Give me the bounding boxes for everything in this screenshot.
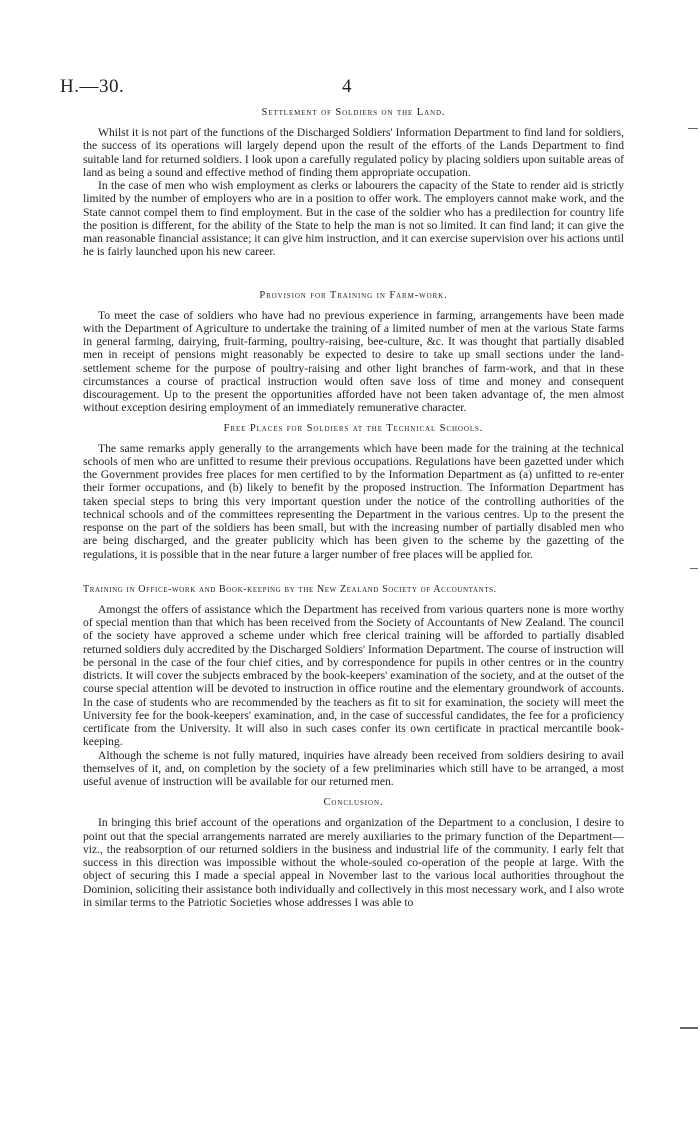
paragraph: To meet the case of soldiers who have had no previous experience in farming, arrangements have been made with the Department of Agriculture to undertake the training of a limited number of men at the various State farms in general farming, dairying, fruit-farming, poultry-raising, bee-culture, &c. It was thought that partially disabled men in receipt of pensions might reasonably be expected to desire to take up small sections under the land-settlement scheme for the purpose of poultry-raising and other light branches of farm-work, and that in these circumstances a course of practical instruction would often save loss of time and money and consequent discouragement. Up to the present the opportunities afforded have not been taken advantage of, the men almost without exception desiring employment of an immediately remunerative character. xyxy=(83,308,624,415)
margin-mark xyxy=(688,128,698,129)
paragraph: In the case of men who wish employment as clerks or labourers the capacity of the State to render aid is strictly limited by the number of employers who are in a position to offer work. The employers cannot make work, and the State cannot compel them to find employment. But in the case of the soldier who has a predilection for country life the position is different, for the ability of the State to help the man is not so limited. It can find land; it can give the man reasonable financial assistance; it can give him instruction, and it can exercise supervision over his actions until he is fairly launched upon his new career. xyxy=(83,179,624,259)
page-header xyxy=(60,76,640,100)
paragraph: Amongst the offers of assistance which the Department has received from various quarters none is more worthy of special mention than that which has been received from the Society of Accountants of New Zealand. The council of the society have approved a scheme under which free clerical training will be afforded to partially disabled returned soldiers duly accredited by the Discharged Soldiers' Information Department. The course of instruction will be personal in the case of the four chief cities, and by correspondence for pupils in other centres or in the country districts. It will cover the subjects embraced by the book-keepers' examination of the society, and at the outset of the course special attention will be devoted to instruction in office routine and the elementary groundwork of accounts. In the case of students who are recommended by the teachers as fit to sit for examination, the society will meet the University fee for the book-keepers' examination, and, in the case of successful candidates, the fee for a proficiency certificate from the University. It will also in such cases confer its own certificate in practical mercantile book-keeping. xyxy=(83,602,624,749)
section-heading-accountants: Training in Office-work and Book-keeping by the New Zealand Society of Accountants. xyxy=(83,583,497,595)
paragraph: Whilst it is not part of the functions of the Discharged Soldiers' Information Department to find land for soldiers, the success of its operations will largely depend upon the result of the efforts of the Lands Department to find suitable land for returned soldiers. I look upon a carefully regulated policy by placing soldiers upon suitable areas of land as being a sound and effective method of finding them appropriate occupation. xyxy=(83,126,624,179)
margin-mark xyxy=(690,568,698,569)
document-code: H.—30. xyxy=(60,76,125,97)
section-heading-settlement: Settlement of Soldiers on the Land. xyxy=(261,107,446,118)
paragraph: In bringing this brief account of the operations and organization of the Department to a conclusion, I desire to point out that the special arrangements narrated are merely auxiliaries to the primary function of the Department—viz., the reabsorption of our returned soldiers in the business and industrial life of the community. I early felt that success in this direction was impossible without the whole-souled co-operation of the people at large. With the object of securing this I made a special appeal in November last to the various local authorities throughout the Dominion, soliciting their assistance both individually and collectively in this most necessary work, and I also wrote in similar terms to the Patriotic Societies whose addresses I was able to xyxy=(83,816,624,909)
margin-mark xyxy=(680,1027,698,1029)
section-heading-conclusion: Conclusion. xyxy=(323,797,384,809)
document-body xyxy=(83,106,624,909)
section-heading-farm-training: Provision for Training in Farm-work. xyxy=(259,289,448,301)
page-number: 4 xyxy=(342,76,352,97)
section-heading-technical-schools: Free Places for Soldiers at the Technical Schools. xyxy=(223,422,484,434)
paragraph: The same remarks apply generally to the arrangements which have been made for the training at the technical schools of men who are unfitted to resume their previous occupations. Regulations have been gazetted under which the Government provides free places for men certified to by the Information Department as (a) unfitted to re-enter their former occupations, and (b) likely to benefit by the proposed instruction. The Information Department has taken special steps to bring this very important question under the notice of the controlling authorities of the technical schools and of the committees representing the Department in the various centres. Up to the present the response on the part of the soldiers has been small, but with the increasing number of partially disabled men who are being discharged, and the greater publicity which has been given to the scheme by the gazetting of the regulations, it is possible that in the near future a larger number of free places will be applied for. xyxy=(83,441,624,561)
paragraph: Although the scheme is not fully matured, inquiries have already been received from soldiers desiring to avail themselves of it, and, on completion by the society of a few preliminaries which still have to be arranged, a most useful avenue of instruction will be available for our returned men. xyxy=(83,748,624,788)
